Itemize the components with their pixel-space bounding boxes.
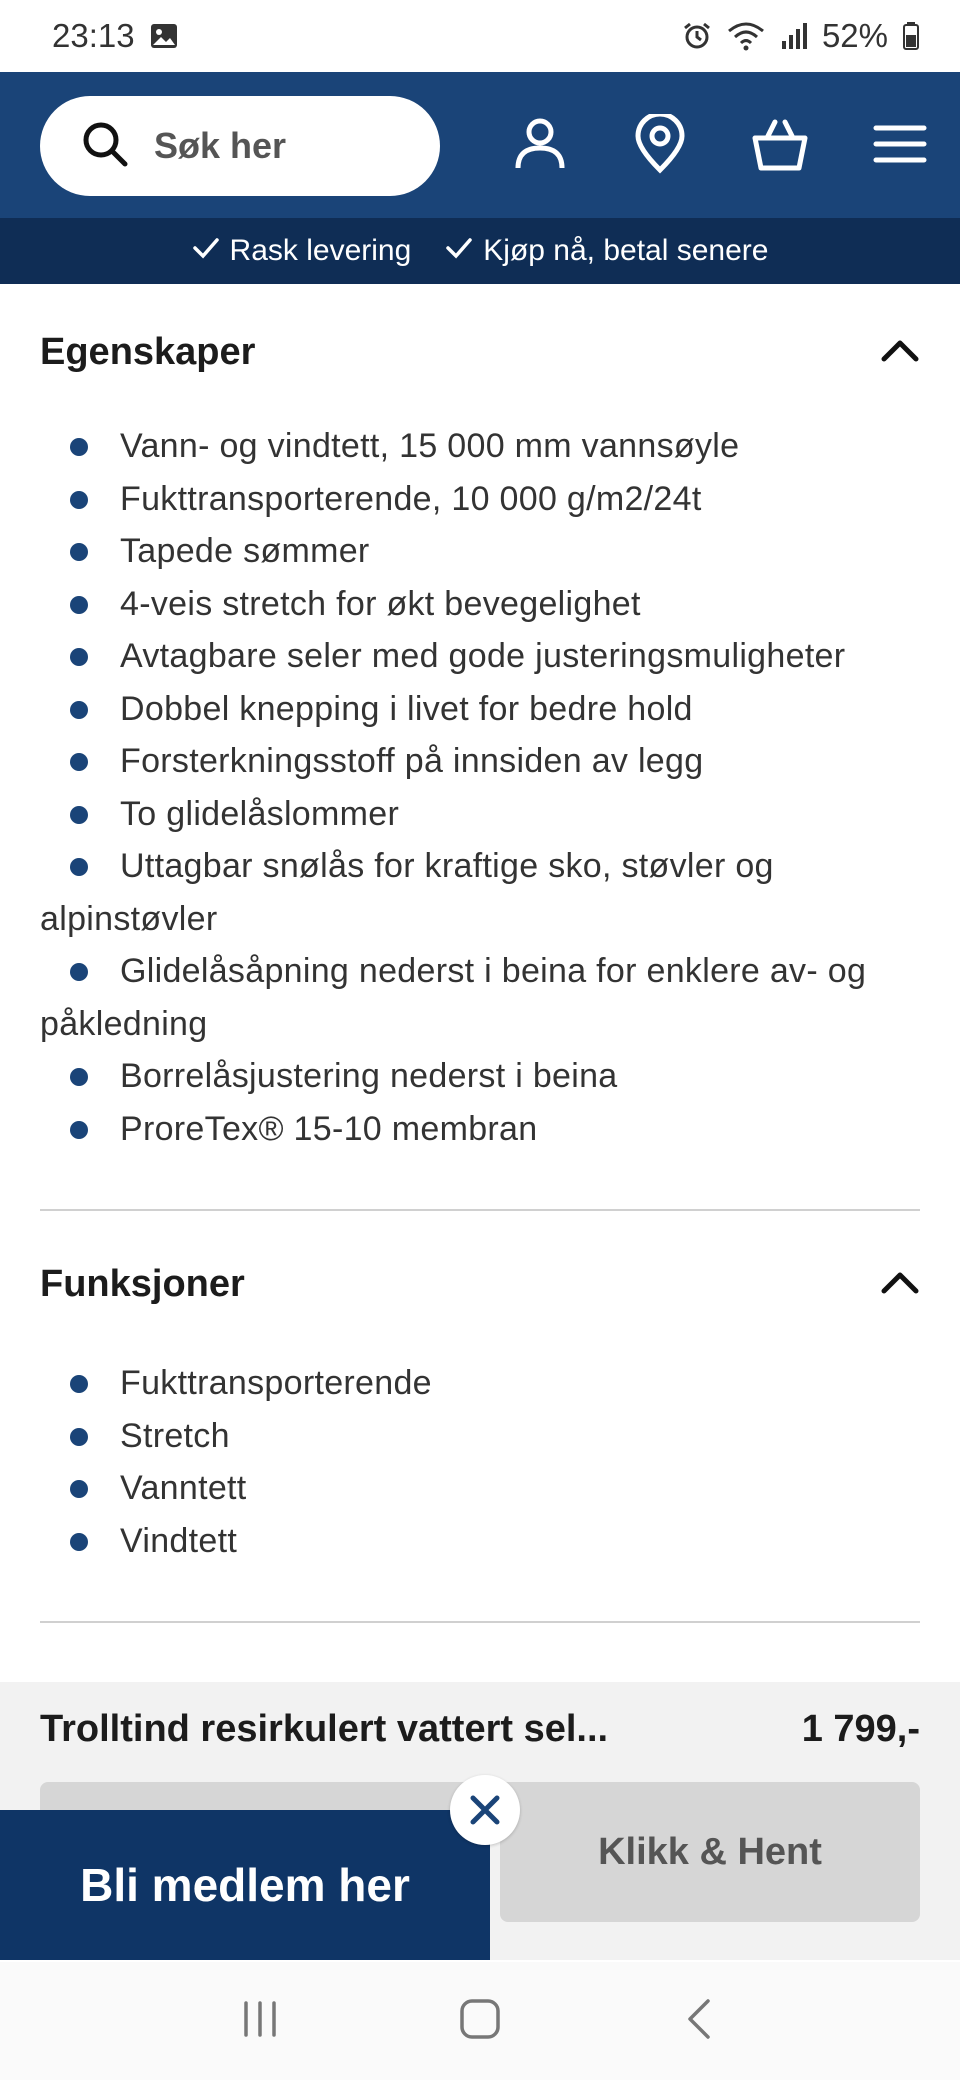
- list-item: To glidelåslommer: [40, 788, 920, 841]
- usp-item: [192, 234, 412, 268]
- search-input[interactable]: [40, 96, 440, 196]
- function-list: [40, 1357, 920, 1567]
- close-icon[interactable]: [450, 1775, 520, 1845]
- list-item: Vanntett: [40, 1462, 920, 1515]
- section-header-funksjoner[interactable]: [40, 1211, 920, 1357]
- member-banner[interactable]: Bli medlem her: [0, 1810, 490, 1960]
- list-item: Borrelåsjustering nederst i beina: [40, 1050, 920, 1103]
- site-header: [0, 72, 960, 218]
- chevron-up-icon[interactable]: [880, 337, 920, 368]
- checkmark-icon: [445, 234, 473, 268]
- section-header-egenskaper[interactable]: [40, 284, 920, 420]
- system-nav-bar: [0, 1962, 960, 2080]
- search-placeholder: Søk her: [154, 125, 287, 166]
- checkmark-icon: [192, 234, 220, 268]
- wifi-icon: [726, 21, 766, 51]
- product-name: Trolltind resirkulert vattert sel...: [40, 1708, 609, 1750]
- divider: [40, 1621, 920, 1623]
- usp-label: Rask levering: [229, 234, 412, 267]
- list-item: Forsterkningsstoff på innsiden av legg: [40, 735, 920, 788]
- list-item: Fukttransporterende: [40, 1357, 920, 1410]
- recent-apps-icon[interactable]: [238, 1997, 282, 2046]
- list-item: Stretch: [40, 1410, 920, 1463]
- status-time: 23:13: [52, 17, 135, 54]
- list-item: Dobbel knepping i livet for bedre hold: [40, 683, 920, 736]
- search-icon: [80, 119, 130, 174]
- product-details: [40, 284, 920, 1623]
- usp-item: [445, 234, 768, 268]
- alarm-icon: [682, 21, 712, 51]
- back-icon[interactable]: [678, 1997, 722, 2046]
- list-item: ProreTex® 15-10 membran: [40, 1103, 920, 1156]
- user-icon[interactable]: [508, 112, 572, 176]
- section-title: Egenskaper: [40, 330, 256, 373]
- status-left: [52, 17, 179, 55]
- status-right: [682, 17, 920, 55]
- list-item: Tapede sømmer: [40, 525, 920, 578]
- section-title: Funksjoner: [40, 1262, 245, 1305]
- battery-icon: [902, 21, 920, 51]
- status-bar: [0, 0, 960, 72]
- list-item: Glidelåsåpning nederst i beina for enklere av- og påkledning: [40, 945, 920, 1050]
- basket-icon[interactable]: [748, 112, 812, 176]
- product-price: 1 799,-: [801, 1708, 920, 1750]
- list-item: Vann- og vindtett, 15 000 mm vannsøyle: [40, 420, 920, 473]
- list-item: 4-veis stretch for økt bevegelighet: [40, 578, 920, 631]
- menu-icon[interactable]: [868, 112, 932, 176]
- usp-banner: [0, 218, 960, 284]
- list-item: Uttagbar snølås for kraftige sko, støvler og alpinstøvler: [40, 840, 920, 945]
- list-item: Avtagbare seler med gode justeringsmuligheter: [40, 630, 920, 683]
- signal-icon: [780, 21, 808, 51]
- image-icon: [149, 21, 179, 51]
- list-item: Vindtett: [40, 1515, 920, 1568]
- list-item: Fukttransporterende, 10 000 g/m2/24t: [40, 473, 920, 526]
- home-icon[interactable]: [458, 1997, 502, 2046]
- usp-label: Kjøp nå, betal senere: [483, 234, 769, 267]
- feature-list: [40, 420, 920, 1155]
- chevron-up-icon[interactable]: [880, 1269, 920, 1300]
- battery-percent: 52%: [821, 17, 888, 54]
- location-icon[interactable]: [628, 112, 692, 176]
- klikk-hent-button[interactable]: Klikk & Hent: [500, 1782, 920, 1922]
